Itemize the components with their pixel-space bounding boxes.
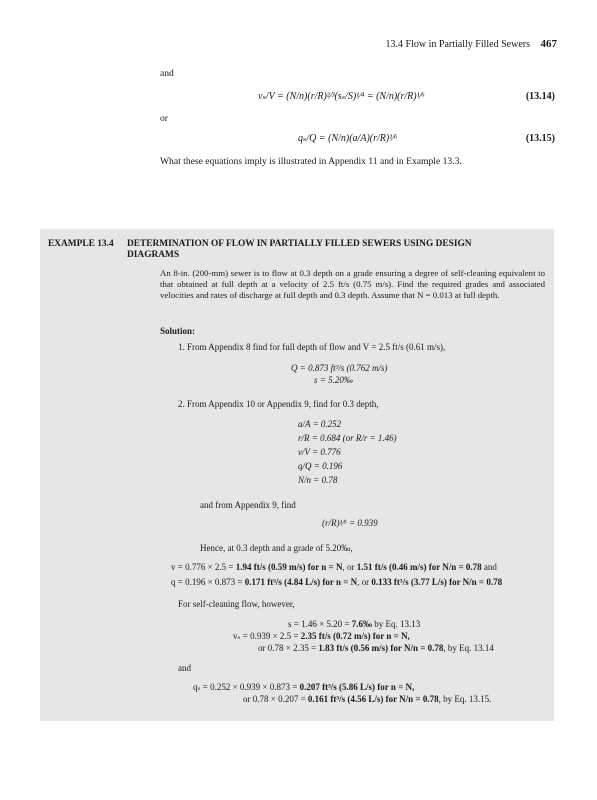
q-result-sep: , or bbox=[357, 577, 372, 587]
intro-sentence: What these equations imply is illustrated in Appendix 11 and in Example 13.3. bbox=[160, 156, 462, 167]
example-title bbox=[127, 239, 527, 261]
v-result-sep: , or bbox=[342, 562, 357, 572]
vs-result-value: 2.35 ft/s (0.72 m/s) for n = N, bbox=[300, 631, 410, 641]
q-result-full: 0.171 ft³/s (4.84 L/s) for n = N bbox=[244, 577, 358, 587]
qs-result-2-value: 0.161 ft³/s (4.56 L/s) for N/n = 0.78 bbox=[307, 694, 439, 704]
qs-result-calc: qₛ = 0.252 × 0.939 × 0.873 = bbox=[193, 682, 300, 692]
step-1-s: s = 5.20‰ bbox=[314, 375, 353, 385]
step-2-r: r/R = 0.684 (or R/r = 1.46) bbox=[298, 433, 397, 443]
s-result bbox=[288, 618, 420, 630]
step-1: 1. From Appendix 8 find for full depth of flow and V = 2.5 ft/s (0.61 m/s), bbox=[178, 342, 446, 352]
v-result-end: and bbox=[481, 562, 497, 572]
running-header bbox=[386, 38, 557, 50]
vs-result-2-value: 1.83 ft/s (0.56 m/s) for N/n = 0.78 bbox=[318, 643, 444, 653]
equation-13-14: vₛ/V = (N/n)(r/R)²⁄³(sₛ/S)¹⁄⁴ = (N/n)(r/R)¹⁄⁶ bbox=[258, 91, 425, 102]
r-over-R-value: (r/R)¹⁄⁶ = 0.939 bbox=[322, 518, 378, 528]
q-result-calc: q = 0.196 × 0.873 = bbox=[171, 577, 245, 587]
qs-result bbox=[193, 681, 414, 693]
vs-result-2-calc: or 0.78 × 2.35 = bbox=[258, 643, 319, 653]
vs-result-2-ref: , by Eq. 13.14 bbox=[443, 643, 494, 653]
step-2-a: a/A = 0.252 bbox=[298, 419, 342, 429]
v-result bbox=[171, 561, 497, 573]
v-result-calc: v = 0.776 × 2.5 = bbox=[171, 562, 236, 572]
s-result-ref: by Eq. 13.13 bbox=[371, 619, 421, 629]
and-label: and bbox=[160, 68, 174, 79]
vs-result-calc: vₛ = 0.939 × 2.5 = bbox=[233, 631, 301, 641]
example-label: EXAMPLE 13.4 bbox=[48, 239, 114, 249]
v-result-partial: 1.51 ft/s (0.46 m/s) for N/n = 0.78 bbox=[356, 562, 482, 572]
step-2-v: v/V = 0.776 bbox=[298, 447, 341, 457]
step-2-q: q/Q = 0.196 bbox=[298, 461, 343, 471]
hence-line: Hence, at 0.3 depth and a grade of 5.20‰, bbox=[200, 543, 353, 553]
qs-result-value: 0.207 ft³/s (5.86 L/s) for n = N, bbox=[299, 682, 415, 692]
equation-number-13-15: (13.15) bbox=[525, 133, 555, 144]
example-title-line-1: DETERMINATION OF FLOW IN PARTIALLY FILLED SEWERS USING DESIGN bbox=[127, 239, 472, 249]
from-appendix-9: and from Appendix 9, find bbox=[200, 500, 296, 510]
q-result-partial: 0.133 ft³/s (3.77 L/s) for N/n = 0.78 bbox=[371, 577, 503, 587]
step-2: 2. From Appendix 10 or Appendix 9, find for 0.3 depth, bbox=[178, 399, 379, 409]
solution-label: Solution: bbox=[160, 326, 196, 336]
or-label: or bbox=[160, 113, 168, 124]
vs-result-2 bbox=[258, 642, 494, 654]
s-result-calc: s = 1.46 × 5.20 = bbox=[288, 619, 352, 629]
equation-13-15: qₛ/Q = (N/n)(a/A)(r/R)¹⁄⁶ bbox=[298, 133, 398, 144]
q-result bbox=[171, 576, 502, 588]
equation-number-13-14: (13.14) bbox=[525, 91, 555, 102]
problem-statement: An 8-in. (200-mm) sewer is to flow at 0.3 depth on a grade ensuring a degree of self-cleaning equivalent to that obtained at full depth at a velocity of 2.5 ft/s (0.75 m/s). Find the required grades and associated velocities and rates of discharge at full depth and 0.3 depth. Assume that N = 0.013 at full depth. bbox=[160, 268, 545, 301]
section-title: 13.4 Flow in Partially Filled Sewers bbox=[385, 39, 530, 50]
and-label-2: and bbox=[178, 663, 191, 673]
s-result-value: 7.6‰ bbox=[351, 619, 372, 629]
vs-result bbox=[233, 630, 410, 642]
step-2-n: N/n = 0.78 bbox=[298, 475, 338, 485]
v-result-full: 1.94 ft/s (0.59 m/s) for n = N bbox=[235, 562, 343, 572]
step-1-q: Q = 0.873 ft³/s (0.762 m/s) bbox=[291, 363, 388, 373]
qs-result-2-calc: or 0.78 × 0.207 = bbox=[243, 694, 308, 704]
example-title-line-2: DIAGRAMS bbox=[127, 250, 180, 260]
qs-result-2 bbox=[243, 693, 491, 705]
page-number: 467 bbox=[540, 38, 557, 50]
self-cleaning-line: For self-cleaning flow, however, bbox=[178, 599, 295, 609]
qs-result-2-ref: , by Eq. 13.15. bbox=[438, 694, 492, 704]
